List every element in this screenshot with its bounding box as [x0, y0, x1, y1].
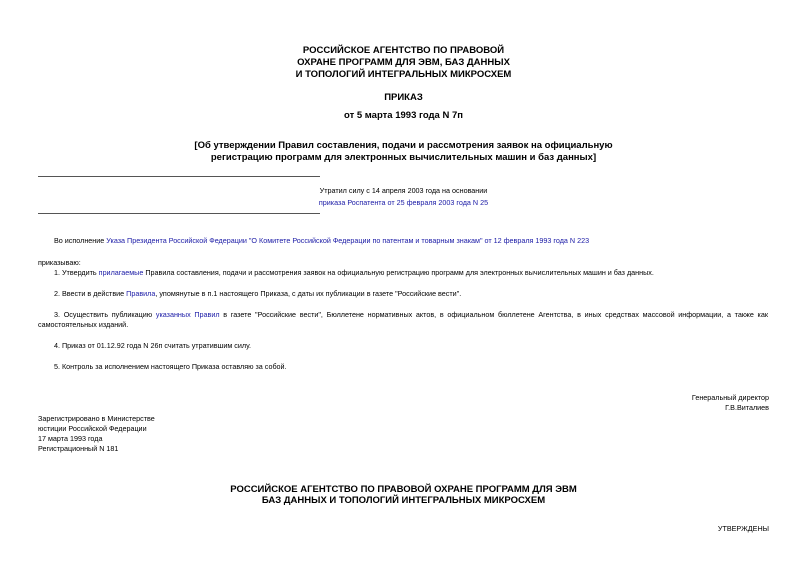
intro-prefix: Во исполнение: [54, 236, 107, 245]
signatory-name: Г.В.Виталиев: [725, 403, 769, 412]
order-item-3: [38, 310, 768, 330]
registration-line-1: Зарегистрировано в Министерстве: [38, 414, 155, 423]
item-1-prefix: 1. Утвердить: [54, 268, 99, 277]
presidential-decree-link[interactable]: Указа Президента Российской Федерации "О Комитете Российской Федерации по патентам и товарным знакам" от 12 февраля 1993 года N 223: [106, 236, 590, 245]
status-note-text: Утратил силу с 14 апреля 2003 года на основании: [319, 186, 488, 195]
signatory-position: Генеральный директор: [691, 393, 769, 402]
item-2-prefix: 2. Ввести в действие: [54, 289, 127, 298]
order-word: приказываю:: [38, 258, 81, 267]
intro-paragraph: [38, 236, 768, 246]
order-item-1: [38, 268, 768, 278]
status-note-link[interactable]: приказа Роспатента от 25 февраля 2003 года N 25: [318, 198, 489, 207]
agency-name-line-1: РОССИЙСКОЕ АГЕНТСТВО ПО ПРАВОВОЙ: [302, 45, 505, 56]
item-2-suffix: , упомянутые в п.1 настоящего Приказа, с даты их публикации в газете "Российские вести".: [155, 289, 462, 298]
specified-rules-link[interactable]: указанных Правил: [155, 310, 220, 319]
order-item-5: 5. Контроль за исполнением настоящего Приказа оставляю за собой.: [54, 362, 287, 371]
document-date: от 5 марта 1993 года N 7п: [344, 110, 463, 121]
footer-agency-line-1: РОССИЙСКОЕ АГЕНТСТВО ПО ПРАВОВОЙ ОХРАНЕ ПРОГРАММ ДЛЯ ЭВМ: [230, 484, 577, 495]
attached-rules-link[interactable]: прилагаемые: [98, 268, 144, 277]
document-title-line-2: регистрацию программ для электронных вычислительных машин и баз данных]: [210, 152, 597, 163]
order-item-4: 4. Приказ от 01.12.92 года N 26п считать утратившим силу.: [54, 341, 251, 350]
item-3-prefix: 3. Осуществить публикацию: [54, 310, 156, 319]
document-title-line-1: [Об утверждении Правил составления, подачи и рассмотрения заявок на официальную: [194, 140, 613, 151]
registration-line-3: 17 марта 1993 года: [38, 434, 103, 443]
divider-bottom: [38, 213, 320, 214]
divider-top: [38, 176, 320, 177]
order-item-2: [38, 289, 768, 299]
registration-line-2: юстиции Российской Федерации: [38, 424, 147, 433]
footer-agency-line-2: БАЗ ДАННЫХ И ТОПОЛОГИЙ ИНТЕГРАЛЬНЫХ МИКРОСХЕМ: [261, 495, 546, 506]
document-type: ПРИКАЗ: [384, 92, 423, 103]
item-3-suffix: в газете "Российские вести", Бюллетене нормативных актов, в официальном бюллетене Агентства, в иных средствах массовой информации, а также как самостоятельных изданий.: [38, 310, 768, 329]
rules-link[interactable]: Правила: [126, 289, 156, 298]
approved-label: УТВЕРЖДЕНЫ: [717, 524, 769, 533]
agency-name-line-2: ОХРАНЕ ПРОГРАММ ДЛЯ ЭВМ, БАЗ ДАННЫХ: [297, 57, 510, 68]
registration-number: Регистрационный N 181: [38, 444, 119, 453]
agency-name-line-3: И ТОПОЛОГИЙ ИНТЕГРАЛЬНЫХ МИКРОСХЕМ: [295, 69, 512, 80]
item-1-suffix: Правила составления, подачи и рассмотрения заявок на официальную регистрацию программ для электронных вычислительных машин и баз данных.: [143, 268, 654, 277]
